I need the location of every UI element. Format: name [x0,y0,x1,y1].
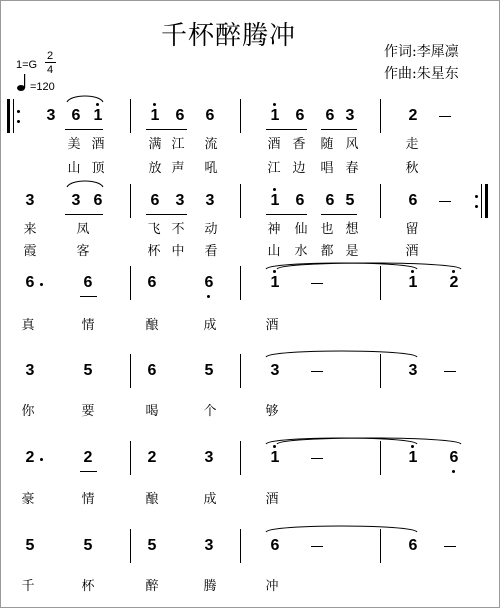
note-3: 3 [408,362,418,379]
slur [266,526,417,532]
lyric-syllable: 顶 [91,161,105,176]
note-6: 6 [83,274,93,291]
lyric-syllable: 风 [345,137,359,152]
note-3: 3 [345,107,355,124]
lyric-syllable: 情 [81,318,95,333]
lyric-syllable: 吼 [204,161,218,176]
barline [130,184,131,218]
barline [240,184,241,218]
lyric-syllable: 水 [294,244,308,259]
octave-dot-above [273,103,276,106]
note-6: 6 [25,274,35,291]
lyric-syllable: 是 [345,244,359,259]
beam-underline [146,129,187,130]
lyric-syllable: 来 [23,222,37,237]
lyric-syllable: 酒 [267,137,281,152]
lyric-syllable: 千 [21,579,35,594]
sustain-dash [311,371,323,372]
lyric-syllable: 山 [67,161,81,176]
lyric-syllable: 声 [171,161,185,176]
slur [67,181,103,187]
slur-layer [1,1,499,607]
note-6: 6 [295,192,305,209]
note-6: 6 [408,192,418,209]
beam-underline [65,129,103,130]
note-3: 3 [25,362,35,379]
lyric-syllable: 个 [203,404,217,419]
note-1: 1 [270,192,280,209]
note-2: 2 [147,449,157,466]
barline [240,354,241,388]
repeat-start-thin [13,99,14,133]
note-6: 6 [408,537,418,554]
lyric-syllable: 酒 [405,244,419,259]
lyric-syllable: 看 [204,244,218,259]
lyric-syllable: 你 [21,404,35,419]
lyric-syllable: 都 [320,244,334,259]
repeat-end-thin [481,184,482,218]
sustain-dash [444,371,456,372]
lyric-syllable: 放 [148,161,162,176]
note-6: 6 [175,107,185,124]
lyric-syllable: 酒 [265,318,279,333]
barline [380,441,381,475]
octave-dot-above [273,270,276,273]
lyric-syllable: 情 [81,492,95,507]
barline [130,529,131,563]
lyric-syllable: 也 [320,222,334,237]
note-6: 6 [295,107,305,124]
beam-underline [321,129,357,130]
octave-dot-above [96,103,99,106]
note-1: 1 [408,449,418,466]
lyric-syllable: 随 [320,137,334,152]
note-5: 5 [83,537,93,554]
note-3: 3 [175,192,185,209]
sustain-dash [311,458,323,459]
note-3: 3 [204,449,214,466]
note-5: 5 [345,192,355,209]
lyric-syllable: 成 [203,492,217,507]
note-2: 2 [83,449,93,466]
note-6: 6 [147,362,157,379]
lyric-syllable: 流 [204,137,218,152]
lyric-syllable: 凤 [76,222,90,237]
lyric-syllable: 够 [265,404,279,419]
lyric-syllable: 江 [171,137,185,152]
repeat-dot [17,110,20,113]
lyric-syllable: 真 [21,318,35,333]
lyric-syllable: 香 [292,137,306,152]
lyric-syllable: 成 [203,318,217,333]
barline [380,266,381,300]
note-6: 6 [325,107,335,124]
lyric-syllable: 边 [292,161,306,176]
beam-underline [80,296,97,297]
sustain-dash [439,201,451,202]
barline [380,184,381,218]
barline [240,529,241,563]
lyric-syllable: 唱 [320,161,334,176]
note-6: 6 [270,537,280,554]
lyric-syllable: 春 [345,161,359,176]
beam-underline [266,129,307,130]
octave-dot-above [273,445,276,448]
octave-dot-above [273,188,276,191]
lyric-syllable: 酿 [145,492,159,507]
barline [380,354,381,388]
repeat-end-thick [485,184,488,218]
song-title: 千杯醉腾冲 [161,21,297,51]
lyric-syllable: 美 [67,137,81,152]
augmentation-dot [40,283,43,286]
lyric-syllable: 江 [267,161,281,176]
lyric-syllable: 醉 [145,579,159,594]
sustain-dash [311,546,323,547]
lyric-syllable: 酒 [91,137,105,152]
octave-dot-above [452,270,455,273]
lyric-syllable: 要 [81,404,95,419]
note-2: 2 [408,107,418,124]
octave-dot-below [452,470,455,473]
lyric-syllable: 留 [405,222,419,237]
barline [130,354,131,388]
lyric-syllable: 冲 [265,579,279,594]
note-6: 6 [205,107,215,124]
lyric-syllable: 动 [204,222,218,237]
composer-credit: 作曲:朱星东 [384,66,459,82]
lyric-syllable: 想 [345,222,359,237]
note-6: 6 [71,107,81,124]
lyric-syllable: 酿 [145,318,159,333]
lyric-syllable: 腾 [203,579,217,594]
lyric-syllable: 中 [171,244,185,259]
note-6: 6 [147,274,157,291]
tempo-marking: =120 [30,81,55,93]
note-1: 1 [93,107,103,124]
barline [130,99,131,133]
lyric-syllable: 酒 [265,492,279,507]
lyric-syllable: 客 [76,244,90,259]
beam-underline [266,214,307,215]
beam-underline [321,214,357,215]
note-5: 5 [25,537,35,554]
lyric-syllable: 不 [171,222,185,237]
lyric-syllable: 霞 [23,244,37,259]
note-3: 3 [270,362,280,379]
time-signature-top: 2 [47,50,54,62]
barline [380,99,381,133]
sustain-dash [439,116,451,117]
repeat-dot [17,120,20,123]
barline [240,99,241,133]
note-1: 1 [270,107,280,124]
lyric-syllable: 秋 [405,161,419,176]
note-1: 1 [270,274,280,291]
note-1: 1 [408,274,418,291]
lyric-syllable: 走 [405,137,419,152]
octave-dot-above [411,270,414,273]
repeat-dot [475,205,478,208]
barline [130,266,131,300]
barline [240,266,241,300]
key-signature: 1=G [16,59,38,71]
barline [130,441,131,475]
note-3: 3 [204,537,214,554]
note-6: 6 [93,192,103,209]
note-1: 1 [270,449,280,466]
note-3: 3 [71,192,81,209]
repeat-start-thick [7,99,10,133]
note-1: 1 [150,107,160,124]
beam-underline [146,214,187,215]
note-6: 6 [204,274,214,291]
note-3: 3 [46,107,56,124]
augmentation-dot [40,458,43,461]
beam-underline [80,471,97,472]
lyricist-credit: 作词:李犀凛 [384,44,459,60]
barline [240,441,241,475]
sustain-dash [444,546,456,547]
note-2: 2 [449,274,459,291]
lyric-syllable: 喝 [145,404,159,419]
repeat-dot [475,195,478,198]
lyric-syllable: 豪 [21,492,35,507]
note-3: 3 [25,192,35,209]
note-5: 5 [83,362,93,379]
note-6: 6 [325,192,335,209]
lyric-syllable: 山 [267,244,281,259]
octave-dot-below [207,295,210,298]
note-6: 6 [150,192,160,209]
lyric-syllable: 杯 [147,244,161,259]
octave-dot-above [153,103,156,106]
note-3: 3 [205,192,215,209]
lyric-syllable: 飞 [147,222,161,237]
octave-dot-above [411,445,414,448]
time-signature-bottom: 4 [47,64,54,76]
slur [266,351,417,357]
note-6: 6 [449,449,459,466]
lyric-syllable: 满 [148,137,162,152]
lyric-syllable: 仙 [294,222,308,237]
barline [380,529,381,563]
lyric-syllable: 神 [267,222,281,237]
note-2: 2 [25,449,35,466]
beam-underline [65,214,103,215]
lyric-syllable: 杯 [81,579,95,594]
sustain-dash [311,283,323,284]
slur [67,96,103,102]
note-5: 5 [147,537,157,554]
note-5: 5 [204,362,214,379]
